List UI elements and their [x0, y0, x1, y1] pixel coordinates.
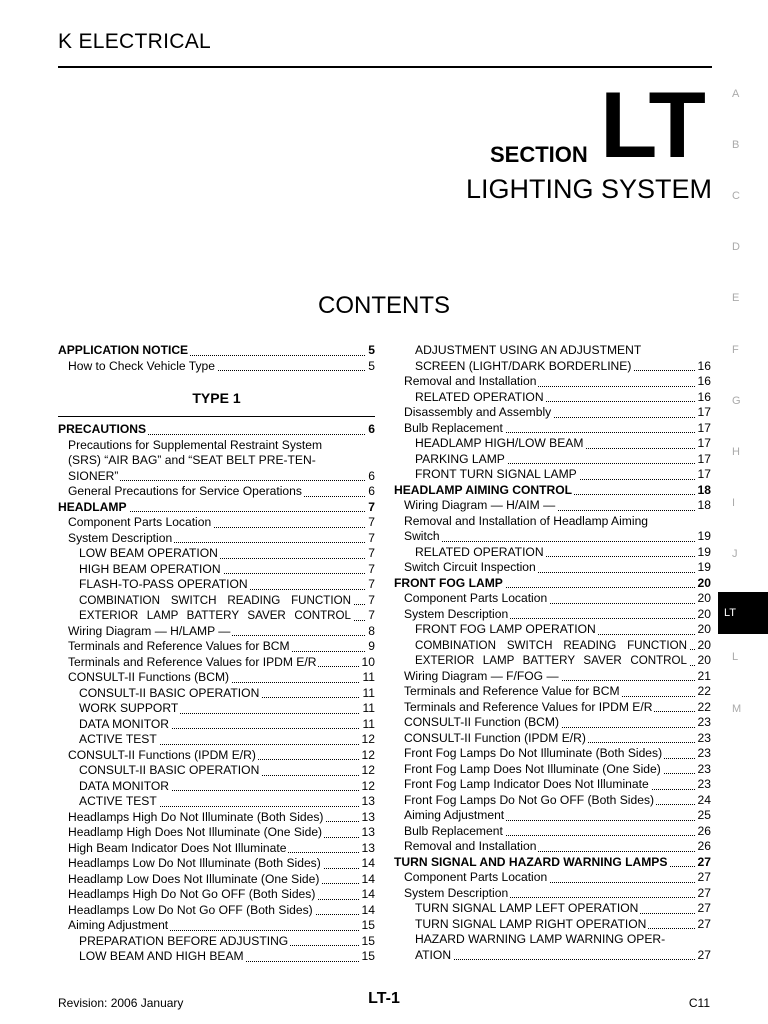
toc-entry-title: ACTIVE TEST	[79, 732, 157, 746]
toc-entry-title: PREPARATION BEFORE ADJUSTING	[79, 933, 289, 948]
toc-entry-page: 13	[361, 794, 375, 808]
toc-entry[interactable]	[394, 421, 711, 437]
toc-entry[interactable]	[394, 948, 711, 964]
toc-entry-page: 17	[697, 436, 711, 450]
toc-entry[interactable]	[394, 576, 711, 592]
toc-entry-page: 19	[697, 560, 711, 574]
contents-heading: CONTENTS	[318, 292, 450, 319]
toc-entry[interactable]	[394, 684, 711, 700]
toc-entry[interactable]	[58, 856, 375, 872]
toc-entry-page: 14	[361, 856, 375, 870]
toc-entry-page: 7	[368, 499, 375, 514]
toc-entry[interactable]	[58, 918, 375, 934]
toc-entry-title: Component Parts Location	[404, 591, 548, 605]
toc-entry[interactable]	[394, 483, 711, 499]
toc-entry-title: System Description	[404, 606, 509, 621]
toc-entry[interactable]	[394, 467, 711, 483]
toc-entry[interactable]	[394, 917, 711, 933]
toc-entry[interactable]	[58, 624, 375, 640]
toc-entry[interactable]	[58, 531, 375, 547]
toc-entry[interactable]	[58, 670, 375, 686]
toc-entry-page: 14	[361, 902, 375, 917]
toc-entry-title: EXTERIOR LAMP BATTERY SAVER CONTROL	[79, 609, 351, 622]
toc-entry[interactable]	[394, 622, 711, 638]
footer-model-code: C11	[688, 996, 710, 1010]
toc-entry-page: 13	[361, 809, 375, 824]
toc-entry[interactable]	[58, 422, 375, 438]
toc-entry[interactable]	[394, 932, 711, 948]
index-tab-a[interactable]: A	[732, 88, 740, 100]
toc-entry-title: Terminals and Reference Value for BCM	[404, 684, 620, 698]
toc-entry-page: 6	[368, 468, 375, 483]
toc-entry[interactable]	[394, 777, 711, 793]
toc-entry-page: 7	[368, 530, 375, 545]
toc-entry[interactable]	[58, 732, 375, 748]
toc-entry[interactable]	[58, 453, 375, 469]
toc-entry[interactable]	[58, 546, 375, 562]
toc-entry-title: Switch	[404, 529, 440, 543]
toc-entry[interactable]	[58, 903, 375, 919]
toc-entry[interactable]	[394, 886, 711, 902]
toc-entry-title: Precautions for Supplemental Restraint System	[68, 437, 323, 452]
toc-entry[interactable]	[58, 484, 375, 500]
toc-entry-title: PARKING LAMP	[415, 451, 505, 466]
toc-entry-title: CONSULT-II Function (BCM)	[404, 715, 560, 729]
toc-entry[interactable]	[58, 639, 375, 655]
toc-entry-title: Disassembly and Assembly	[404, 405, 552, 419]
toc-entry[interactable]	[394, 808, 711, 824]
toc-entry-page: 26	[697, 823, 711, 838]
toc-entry-title: Front Fog Lamps Do Not Illuminate (Both Sides)	[404, 746, 663, 760]
toc-entry-title: SCREEN (LIGHT/DARK BORDERLINE)	[415, 358, 632, 373]
toc-entry-page: 15	[361, 918, 375, 932]
index-tab-m[interactable]: M	[732, 703, 742, 715]
toc-entry-title: Removal and Installation of Headlamp Aiming	[404, 513, 649, 528]
index-tab-c[interactable]: C	[732, 190, 740, 202]
toc-entry[interactable]	[394, 731, 711, 747]
toc-entry-title: CONSULT-II Function (IPDM E/R)	[404, 730, 586, 745]
toc-entry-title: TURN SIGNAL LAMP RIGHT OPERATION	[415, 916, 647, 931]
toc-entry-title: WORK SUPPORT	[79, 701, 179, 715]
toc-entry-title: ADJUSTMENT USING AN ADJUSTMENT	[415, 343, 642, 357]
toc-entry[interactable]	[394, 390, 711, 406]
toc-entry-title: Headlamps Low Do Not Illuminate (Both Sides)	[68, 856, 321, 870]
toc-entry[interactable]	[394, 653, 711, 669]
toc-entry[interactable]	[394, 855, 711, 871]
footer-page-number: LT-1	[368, 990, 400, 1007]
toc-entry-page: 23	[697, 761, 711, 776]
toc-entry[interactable]	[58, 810, 375, 826]
toc-entry-page: 27	[697, 885, 711, 900]
toc-right-column	[394, 343, 711, 963]
toc-entry-page: 20	[697, 622, 711, 636]
toc-entry[interactable]	[394, 498, 711, 514]
toc-entry[interactable]	[58, 825, 375, 841]
toc-entry[interactable]	[394, 638, 711, 654]
toc-entry[interactable]	[394, 901, 711, 917]
toc-entry-page: 7	[368, 546, 375, 560]
toc-entry-page: 17	[697, 420, 711, 435]
toc-entry-title: TURN SIGNAL AND HAZARD WARNING LAMPS	[394, 854, 668, 869]
index-tab-f[interactable]: F	[732, 344, 739, 356]
index-tab-j[interactable]: J	[732, 548, 738, 560]
toc-entry[interactable]	[394, 545, 711, 561]
toc-entry-title: PRECAUTIONS	[58, 422, 147, 436]
toc-entry-title: DATA MONITOR	[79, 716, 170, 731]
toc-entry-title: Aiming Adjustment	[404, 808, 505, 822]
toc-entry[interactable]	[394, 700, 711, 716]
toc-entry-page: 13	[361, 840, 375, 855]
toc-entry[interactable]	[58, 841, 375, 857]
toc-entry-title: HIGH BEAM OPERATION	[79, 561, 221, 576]
toc-dot-leader	[404, 541, 711, 542]
toc-entry-title: ACTIVE TEST	[79, 794, 157, 808]
manual-chapter-title: K ELECTRICAL	[58, 30, 211, 53]
toc-entry[interactable]	[394, 793, 711, 809]
toc-entry-page: 20	[697, 575, 711, 590]
toc-entry[interactable]	[58, 949, 375, 965]
toc-entry[interactable]	[58, 438, 375, 454]
toc-entry-title: Aiming Adjustment	[68, 918, 169, 932]
toc-entry-title: Front Fog Lamp Indicator Does Not Illuminate	[404, 777, 649, 791]
index-tab-d[interactable]: D	[732, 241, 740, 253]
index-tab-g[interactable]: G	[732, 395, 741, 407]
toc-entry-title: COMBINATION SWITCH READING FUNCTION	[79, 593, 351, 607]
toc-entry[interactable]	[394, 746, 711, 762]
toc-entry-page: 16	[697, 374, 711, 388]
toc-entry[interactable]	[58, 763, 375, 779]
toc-entry-title: Removal and Installation	[404, 374, 537, 388]
toc-entry-page: 7	[368, 515, 375, 529]
toc-entry-title: FLASH-TO-PASS OPERATION	[79, 577, 248, 591]
toc-entry-title: High Beam Indicator Does Not Illuminate	[68, 840, 287, 855]
toc-entry-page: 11	[362, 685, 375, 700]
toc-dot-leader	[415, 959, 711, 960]
toc-entry[interactable]	[58, 779, 375, 795]
toc-entry-page: 15	[361, 949, 375, 963]
toc-entry-page: 25	[697, 808, 711, 822]
toc-entry-title: SIONER”	[68, 468, 119, 483]
toc-entry-page: 7	[368, 561, 375, 576]
toc-entry-title: General Precautions for Service Operations	[68, 484, 302, 498]
toc-entry-page: 16	[697, 358, 711, 373]
toc-entry-page: 6	[368, 484, 375, 498]
toc-entry-page: 20	[697, 653, 711, 667]
toc-entry-title: CONSULT-II BASIC OPERATION	[79, 763, 260, 777]
toc-entry-title: HEADLAMP HIGH/LOW BEAM	[415, 436, 584, 450]
toc-entry-title: System Description	[68, 530, 173, 545]
toc-entry[interactable]	[394, 405, 711, 421]
toc-entry-title: Bulb Replacement	[404, 823, 503, 838]
toc-entry-title: (SRS) “AIR BAG” and “SEAT BELT PRE-TEN-	[68, 453, 316, 467]
toc-entry-title: Headlamps High Do Not Illuminate (Both Sides)	[68, 809, 324, 824]
toc-entry[interactable]	[394, 824, 711, 840]
toc-entry[interactable]	[58, 343, 375, 359]
toc-entry[interactable]	[58, 593, 375, 609]
toc-entry-page: 19	[697, 544, 711, 559]
toc-entry[interactable]	[58, 655, 375, 671]
toc-entry-page: 7	[368, 608, 375, 622]
toc-entry[interactable]	[394, 715, 711, 731]
toc-entry[interactable]	[58, 469, 375, 485]
toc-entry[interactable]	[58, 872, 375, 888]
toc-entry-title: Headlamps High Do Not Go OFF (Both Sides)	[68, 887, 316, 901]
toc-entry[interactable]	[394, 436, 711, 452]
toc-entry-title: Front Fog Lamps Do Not Go OFF (Both Sides)	[404, 792, 655, 807]
toc-application-notice-group	[58, 343, 375, 374]
toc-entry-page: 14	[361, 871, 375, 886]
toc-entry[interactable]	[394, 343, 711, 359]
toc-entry-page: 15	[361, 933, 375, 948]
toc-entry-page: 18	[697, 498, 711, 512]
toc-entry-title: CONSULT-II BASIC OPERATION	[79, 685, 260, 700]
index-tab-e[interactable]: E	[732, 292, 740, 304]
toc-entry-page: 27	[697, 947, 711, 962]
toc-entry-title: Headlamp Low Does Not Illuminate (One Side)	[68, 871, 320, 886]
toc-entry[interactable]	[58, 562, 375, 578]
section-label: SECTION	[490, 142, 588, 167]
toc-entry-title: Bulb Replacement	[404, 420, 503, 435]
toc-entry-title: COMBINATION SWITCH READING FUNCTION	[415, 638, 687, 652]
toc-entry[interactable]	[394, 839, 711, 855]
toc-entry-title: LOW BEAM AND HIGH BEAM	[79, 949, 244, 963]
toc-entry-title: HAZARD WARNING LAMP WARNING OPER-	[415, 932, 666, 946]
toc-entry[interactable]	[394, 514, 711, 530]
toc-entry-page: 14	[361, 887, 375, 901]
toc-entry-page: 27	[697, 854, 711, 869]
toc-entry-title: Terminals and Reference Values for IPDM E/R	[68, 654, 317, 669]
toc-entry-page: 13	[361, 825, 375, 839]
type-heading-rule	[58, 416, 375, 417]
toc-entry-title: Switch Circuit Inspection	[404, 560, 536, 574]
toc-entry-page: 19	[697, 529, 711, 543]
section-code: LT	[600, 72, 704, 177]
toc-entry-title: FRONT FOG LAMP OPERATION	[415, 622, 596, 636]
toc-entry-title: Terminals and Reference Values for BCM	[68, 639, 290, 653]
toc-entry[interactable]	[58, 887, 375, 903]
toc-entry[interactable]	[58, 934, 375, 950]
toc-entry[interactable]	[394, 607, 711, 623]
toc-entry[interactable]	[58, 515, 375, 531]
toc-entry-page: 12	[361, 778, 375, 793]
toc-entry-page: 11	[362, 716, 375, 731]
toc-entry-page: 10	[361, 654, 375, 669]
toc-entry-title: HEADLAMP	[58, 499, 127, 514]
toc-entry-page: 24	[697, 792, 711, 807]
toc-entry[interactable]	[394, 374, 711, 390]
toc-entry[interactable]	[58, 748, 375, 764]
toc-entry-page: 12	[361, 763, 375, 777]
toc-entry-title: RELATED OPERATION	[415, 544, 544, 559]
toc-left-list	[58, 422, 375, 965]
toc-entry-page: 17	[697, 467, 711, 481]
toc-entry[interactable]	[394, 870, 711, 886]
toc-left-column	[58, 343, 375, 965]
toc-entry[interactable]	[58, 717, 375, 733]
toc-entry-page: 22	[697, 699, 711, 714]
toc-entry[interactable]	[58, 608, 375, 624]
toc-entry-page: 27	[697, 901, 711, 915]
toc-entry-title: Removal and Installation	[404, 839, 537, 853]
toc-entry-page: 8	[368, 623, 375, 638]
toc-entry-page: 23	[697, 730, 711, 745]
index-tab-i[interactable]: I	[732, 497, 736, 509]
toc-entry-page: 17	[697, 451, 711, 466]
toc-entry-page: 18	[697, 482, 711, 497]
toc-entry-title: DATA MONITOR	[79, 778, 170, 793]
toc-entry-title: Component Parts Location	[404, 870, 548, 884]
toc-entry-title: TURN SIGNAL LAMP LEFT OPERATION	[415, 901, 639, 915]
toc-entry-title: Wiring Diagram — H/LAMP —	[68, 623, 231, 638]
toc-entry-page: 5	[368, 343, 375, 357]
footer-revision: Revision: 2006 January	[58, 996, 184, 1010]
toc-entry[interactable]	[58, 577, 375, 593]
toc-entry-title: RELATED OPERATION	[415, 389, 544, 404]
index-tab-l[interactable]: L	[732, 651, 739, 663]
toc-entry-page: 20	[697, 637, 711, 652]
type-heading: TYPE 1	[192, 390, 241, 406]
index-tab-h[interactable]: H	[732, 446, 740, 458]
toc-entry-title: System Description	[404, 885, 509, 900]
toc-entry-page: 20	[697, 591, 711, 605]
toc-entry[interactable]	[394, 591, 711, 607]
toc-entry-page: 12	[361, 747, 375, 762]
toc-entry-page: 12	[361, 732, 375, 746]
toc-entry-title: ATION	[415, 947, 452, 962]
toc-entry-title: CONSULT-II Functions (IPDM E/R)	[68, 747, 256, 762]
toc-entry[interactable]	[58, 794, 375, 810]
header-divider	[58, 66, 712, 68]
toc-entry[interactable]	[394, 669, 711, 685]
toc-entry-page: 17	[697, 405, 711, 419]
toc-entry-title: Wiring Diagram — F/FOG —	[404, 668, 559, 683]
toc-entry-title: EXTERIOR LAMP BATTERY SAVER CONTROL	[415, 654, 687, 667]
toc-entry[interactable]	[394, 560, 711, 576]
toc-entry-page: 26	[697, 839, 711, 853]
toc-entry[interactable]	[58, 701, 375, 717]
toc-entry[interactable]	[58, 500, 375, 516]
toc-entry-title: FRONT FOG LAMP	[394, 575, 503, 590]
toc-entry-page: 27	[697, 916, 711, 931]
toc-entry-title: Front Fog Lamp Does Not Illuminate (One Side)	[404, 761, 661, 776]
toc-entry-title: How to Check Vehicle Type	[68, 358, 215, 373]
toc-entry-title: APPLICATION NOTICE	[58, 343, 189, 357]
toc-entry-page: 7	[368, 592, 375, 607]
toc-entry-page: 11	[362, 670, 375, 684]
toc-entry-page: 5	[368, 358, 375, 373]
section-title: LIGHTING SYSTEM	[465, 174, 712, 204]
toc-entry[interactable]	[394, 529, 711, 545]
toc-entry-title: Wiring Diagram — H/AIM —	[404, 498, 556, 512]
toc-entry-title: LOW BEAM OPERATION	[79, 546, 218, 560]
section-index-tabs	[718, 0, 768, 1024]
toc-entry-page: 21	[697, 668, 711, 683]
toc-entry-title: Headlamps Low Do Not Go OFF (Both Sides)	[68, 902, 313, 917]
toc-entry-title: Terminals and Reference Values for IPDM E/R	[404, 699, 653, 714]
toc-right-list	[394, 343, 711, 963]
toc-entry[interactable]	[58, 686, 375, 702]
toc-entry-page: 23	[697, 777, 711, 791]
toc-entry-page: 27	[697, 870, 711, 884]
toc-entry-title: Headlamp High Does Not Illuminate (One Side)	[68, 825, 323, 839]
toc-entry-page: 23	[697, 715, 711, 729]
toc-entry-title: Component Parts Location	[68, 515, 212, 529]
toc-entry-page: 7	[368, 577, 375, 591]
toc-entry[interactable]	[394, 762, 711, 778]
toc-entry-page: 20	[697, 606, 711, 621]
toc-entry[interactable]	[394, 452, 711, 468]
toc-entry[interactable]	[394, 359, 711, 375]
toc-entry-page: 6	[368, 422, 375, 436]
toc-entry-page: 16	[697, 389, 711, 404]
toc-entry-page: 9	[368, 639, 375, 653]
toc-entry-title: FRONT TURN SIGNAL LAMP	[415, 467, 577, 481]
toc-entry-title: CONSULT-II Functions (BCM)	[68, 670, 230, 684]
toc-entry-page: 11	[362, 701, 375, 715]
toc-entry-page: 23	[697, 746, 711, 760]
index-tab-lt[interactable]: LT	[718, 592, 768, 634]
toc-entry-page: 22	[697, 684, 711, 698]
toc-entry[interactable]	[58, 359, 375, 375]
index-tab-b[interactable]: B	[732, 139, 740, 151]
toc-entry-title: HEADLAMP AIMING CONTROL	[394, 482, 573, 497]
